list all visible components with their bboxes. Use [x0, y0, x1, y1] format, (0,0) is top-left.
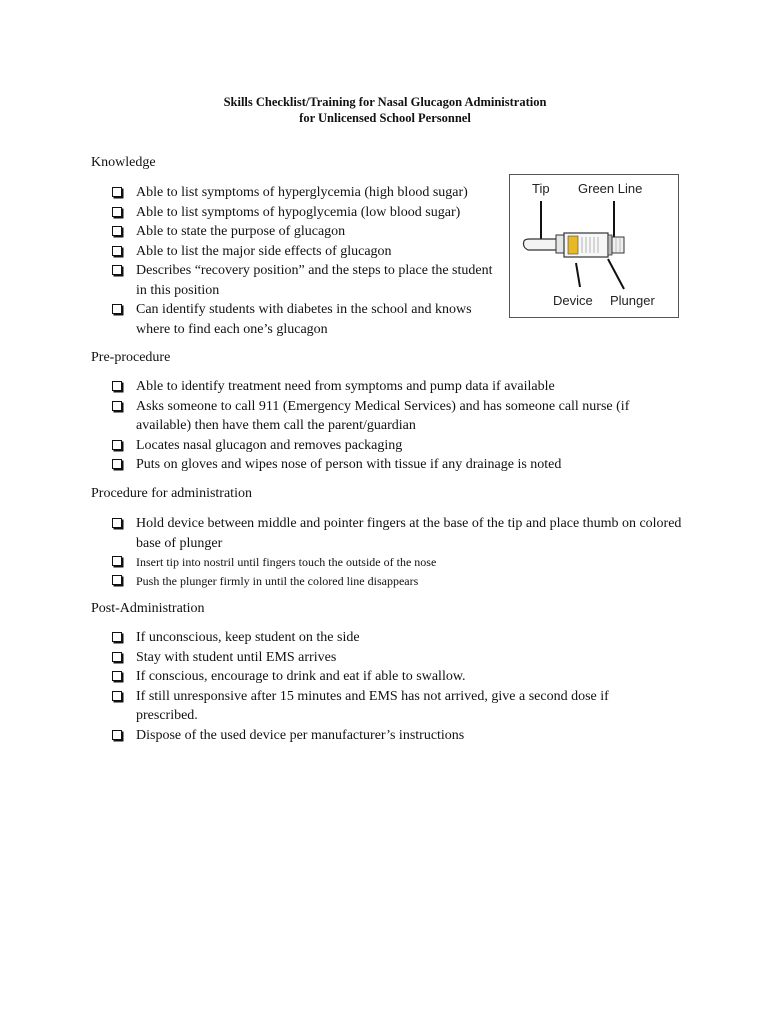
preprocedure-list [112, 377, 672, 475]
document-subtitle: for Unlicensed School Personnel [299, 111, 471, 125]
checkbox-icon[interactable] [112, 459, 122, 469]
checkbox-icon[interactable] [112, 671, 122, 681]
checklist-item: Locates nasal glucagon and removes packaging [112, 436, 672, 456]
checklist-item: If unconscious, keep student on the side [112, 628, 662, 648]
checklist-item: If still unresponsive after 15 minutes and EMS has not arrived, give a second dose if prescribed. [112, 687, 662, 726]
checkbox-icon[interactable] [112, 730, 122, 740]
nasal-glucagon-device-figure [509, 174, 679, 318]
checkbox-icon[interactable] [112, 187, 122, 197]
checkbox-icon[interactable] [112, 381, 122, 391]
checklist-item: Puts on gloves and wipes nose of person with tissue if any drainage is noted [112, 455, 672, 475]
checkbox-icon[interactable] [112, 652, 122, 662]
plunger-label: Plunger [610, 293, 655, 308]
checklist-item: Can identify students with diabetes in the school and knows where to find each one’s glucagon [112, 300, 502, 339]
checklist-item: Able to list the major side effects of glucagon [112, 242, 502, 262]
post-administration-list [112, 628, 662, 745]
checklist-item: Describes “recovery position” and the steps to place the student in this position [112, 261, 502, 300]
checklist-item: Insert tip into nostril until fingers touch the outside of the nose [112, 553, 682, 572]
checkbox-icon[interactable] [112, 440, 122, 450]
checkbox-icon[interactable] [112, 207, 122, 217]
green-line-band [608, 235, 612, 255]
post-administration-heading: Post-Administration [91, 601, 205, 616]
checklist-item: If conscious, encourage to drink and eat if able to swallow. [112, 667, 662, 687]
checklist-item: Stay with student until EMS arrives [112, 648, 662, 668]
checklist-item: Able to identify treatment need from symptoms and pump data if available [112, 377, 672, 397]
checkbox-icon[interactable] [112, 226, 122, 236]
green-line-label: Green Line [578, 181, 643, 196]
checkbox-icon[interactable] [112, 304, 122, 314]
document-title: Skills Checklist/Training for Nasal Glucagon Administration [223, 95, 547, 109]
knowledge-list [112, 183, 502, 339]
checklist-item: Able to state the purpose of glucagon [112, 222, 502, 242]
knowledge-heading: Knowledge [91, 155, 156, 170]
checkbox-icon[interactable] [112, 401, 122, 411]
checkbox-icon[interactable] [112, 518, 122, 528]
checkbox-icon[interactable] [112, 265, 122, 275]
checkbox-icon[interactable] [112, 556, 122, 566]
device-label: Device [553, 293, 593, 308]
checklist-item: Able to list symptoms of hyperglycemia (high blood sugar) [112, 183, 502, 203]
preprocedure-heading: Pre-procedure [91, 350, 171, 365]
procedure-heading: Procedure for administration [91, 486, 252, 501]
accent-band [568, 236, 578, 254]
tip-label: Tip [532, 181, 550, 196]
checklist-item: Hold device between middle and pointer fingers at the base of the tip and place thumb on colored base of plunger [112, 514, 682, 553]
checklist-item: Push the plunger firmly in until the colored line disappears [112, 572, 682, 591]
checklist-item: Able to list symptoms of hypoglycemia (low blood sugar) [112, 203, 502, 223]
checkbox-icon[interactable] [112, 632, 122, 642]
device-illustration [510, 175, 678, 317]
checkbox-icon[interactable] [112, 246, 122, 256]
checklist-item: Asks someone to call 911 (Emergency Medical Services) and has someone call nurse (if available) then have them call the parent/guardian [112, 397, 672, 436]
checkbox-icon[interactable] [112, 575, 122, 585]
checklist-item: Dispose of the used device per manufacturer’s instructions [112, 726, 662, 746]
checkbox-icon[interactable] [112, 691, 122, 701]
procedure-list [112, 514, 682, 590]
